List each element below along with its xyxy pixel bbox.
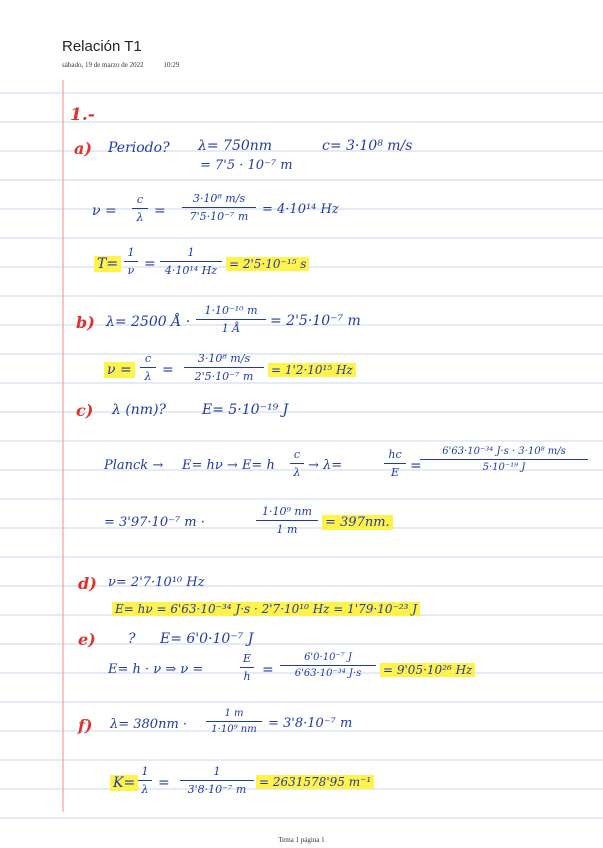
part-e-values-frac: $\frac{\text{6'0·10⁻⁷ J}}{\text{6'63·10⁻³⁴ J·s}}$ bbox=[280, 652, 376, 679]
part-a-period-result: = 2'5·10⁻¹⁵ s bbox=[226, 258, 309, 270]
part-b-wavelength-result: = 2'5·10⁻⁷ m bbox=[270, 313, 361, 329]
part-c-eq: = bbox=[410, 458, 422, 474]
part-c-chain-arrow: → λ= bbox=[308, 458, 343, 473]
part-f-k-lhs: K= bbox=[110, 776, 138, 790]
exercise-heading: 1.- bbox=[70, 105, 95, 125]
part-d-frequency: ν= 2'7·10¹⁰ Hz bbox=[108, 575, 205, 590]
part-b-frequency-frac: $\frac{c}{\lambda}$ bbox=[140, 352, 156, 383]
page-date: sábado, 19 de marzo de 2022 bbox=[62, 61, 144, 69]
part-e-result: = 9'05·10²⁶ Hz bbox=[380, 664, 475, 676]
part-b-conversion-frac: $\frac{\text{1·10⁻¹⁰ m}}{1 Å}$ bbox=[196, 304, 266, 335]
part-a-frequency-values: $\frac{\text{3·10⁸ m/s}}{\text{7'5·10⁻⁷ m}}$ bbox=[182, 192, 256, 223]
part-a-period-values: $\frac{1}{\text{4·10¹⁴ Hz}}$ bbox=[160, 246, 222, 277]
part-c-energy: E= 5·10⁻¹⁹ J bbox=[202, 402, 289, 418]
part-d-energy: E= hν = 6'63·10⁻³⁴ J·s · 2'7·10¹⁰ Hz = 1'79·10⁻²³ J bbox=[112, 603, 420, 615]
part-b-frequency-lhs: ν = bbox=[104, 363, 135, 377]
page-title: Relación T1 bbox=[62, 38, 142, 55]
part-f-conversion-frac: $\frac{1 m}{\text{1·10⁹ nm}}$ bbox=[206, 708, 262, 735]
part-e-energy: E= 6'0·10⁻⁷ J bbox=[160, 631, 254, 647]
part-f-label: f) bbox=[78, 716, 93, 735]
part-b-label: b) bbox=[76, 313, 95, 332]
part-c-conversion-frac: $\frac{\text{1·10⁹ nm}}{1 m}$ bbox=[256, 505, 318, 536]
part-e-chain: E= h · ν ⇒ ν = bbox=[108, 662, 204, 677]
part-e-eq: = bbox=[262, 662, 274, 678]
part-c-chain-frac: $\frac{c}{\lambda}$ bbox=[290, 448, 304, 479]
part-b-wavelength: λ= 2500 Å · bbox=[106, 314, 191, 330]
part-a-period-eq: = bbox=[144, 256, 156, 272]
part-b-frequency-eq: = bbox=[162, 362, 174, 378]
part-f-k-frac: $\frac{1}{\lambda}$ bbox=[138, 765, 152, 796]
part-a-frequency-lhs: ν = bbox=[92, 203, 117, 219]
part-e-label: e) bbox=[78, 630, 96, 649]
part-c-result: = 397nm. bbox=[322, 516, 393, 529]
part-a-frequency-eq: = bbox=[154, 203, 166, 219]
part-f-wavelength: λ= 380nm · bbox=[110, 717, 188, 732]
part-a-wavelength-sci: = 7'5 · 10⁻⁷ m bbox=[200, 158, 293, 173]
part-b-frequency-result: = 1'2·10¹⁵ Hz bbox=[268, 364, 356, 376]
part-a-frequency-frac: $\frac{c}{\lambda}$ bbox=[132, 193, 148, 224]
page-footer: Tema 1 página 1 bbox=[278, 836, 325, 844]
part-f-k-result: = 2631578'95 m⁻¹ bbox=[256, 776, 374, 788]
page-time: 10:29 bbox=[163, 61, 180, 69]
part-c-planck-label: Planck → bbox=[104, 458, 164, 473]
part-f-k-values: $\frac{1}{\text{3'8·10⁻⁷ m}}$ bbox=[180, 765, 254, 796]
part-d-label: d) bbox=[78, 574, 97, 593]
part-a-question: Periodo? bbox=[108, 140, 170, 156]
part-a-frequency-result: = 4·10¹⁴ Hz bbox=[262, 202, 339, 217]
part-a-label: a) bbox=[74, 139, 92, 158]
part-c-result-pre: = 3'97·10⁻⁷ m · bbox=[104, 515, 205, 530]
part-e-question: ? bbox=[128, 631, 136, 647]
part-b-frequency-values: $\frac{\text{3·10⁸ m/s}}{\text{2'5·10⁻⁷ m}}$ bbox=[184, 352, 264, 383]
part-a-light-speed: c= 3·10⁸ m/s bbox=[322, 138, 413, 154]
part-a-wavelength: λ= 750nm bbox=[198, 138, 273, 154]
part-e-eh-frac: $\frac{E}{h}$ bbox=[240, 652, 254, 683]
part-a-period-lhs: T= bbox=[94, 257, 121, 271]
part-c-hc-frac: $\frac{hc}{E}$ bbox=[384, 448, 406, 479]
part-a-period-frac: $\frac{1}{\nu}$ bbox=[124, 246, 138, 277]
part-c-energy-chain: E= hν → E= h bbox=[182, 458, 275, 473]
part-f-wavelength-result: = 3'8·10⁻⁷ m bbox=[268, 716, 353, 731]
page-timestamp bbox=[62, 61, 197, 69]
part-c-big-frac: $\frac{\text{6'63·10⁻³⁴ J·s · 3·10⁸ m/s}}{\text{5·10⁻¹⁹ J}}$ bbox=[420, 446, 588, 473]
part-c-label: c) bbox=[76, 401, 94, 420]
part-f-k-eq: = bbox=[158, 775, 170, 791]
part-c-question: λ (nm)? bbox=[112, 402, 167, 418]
